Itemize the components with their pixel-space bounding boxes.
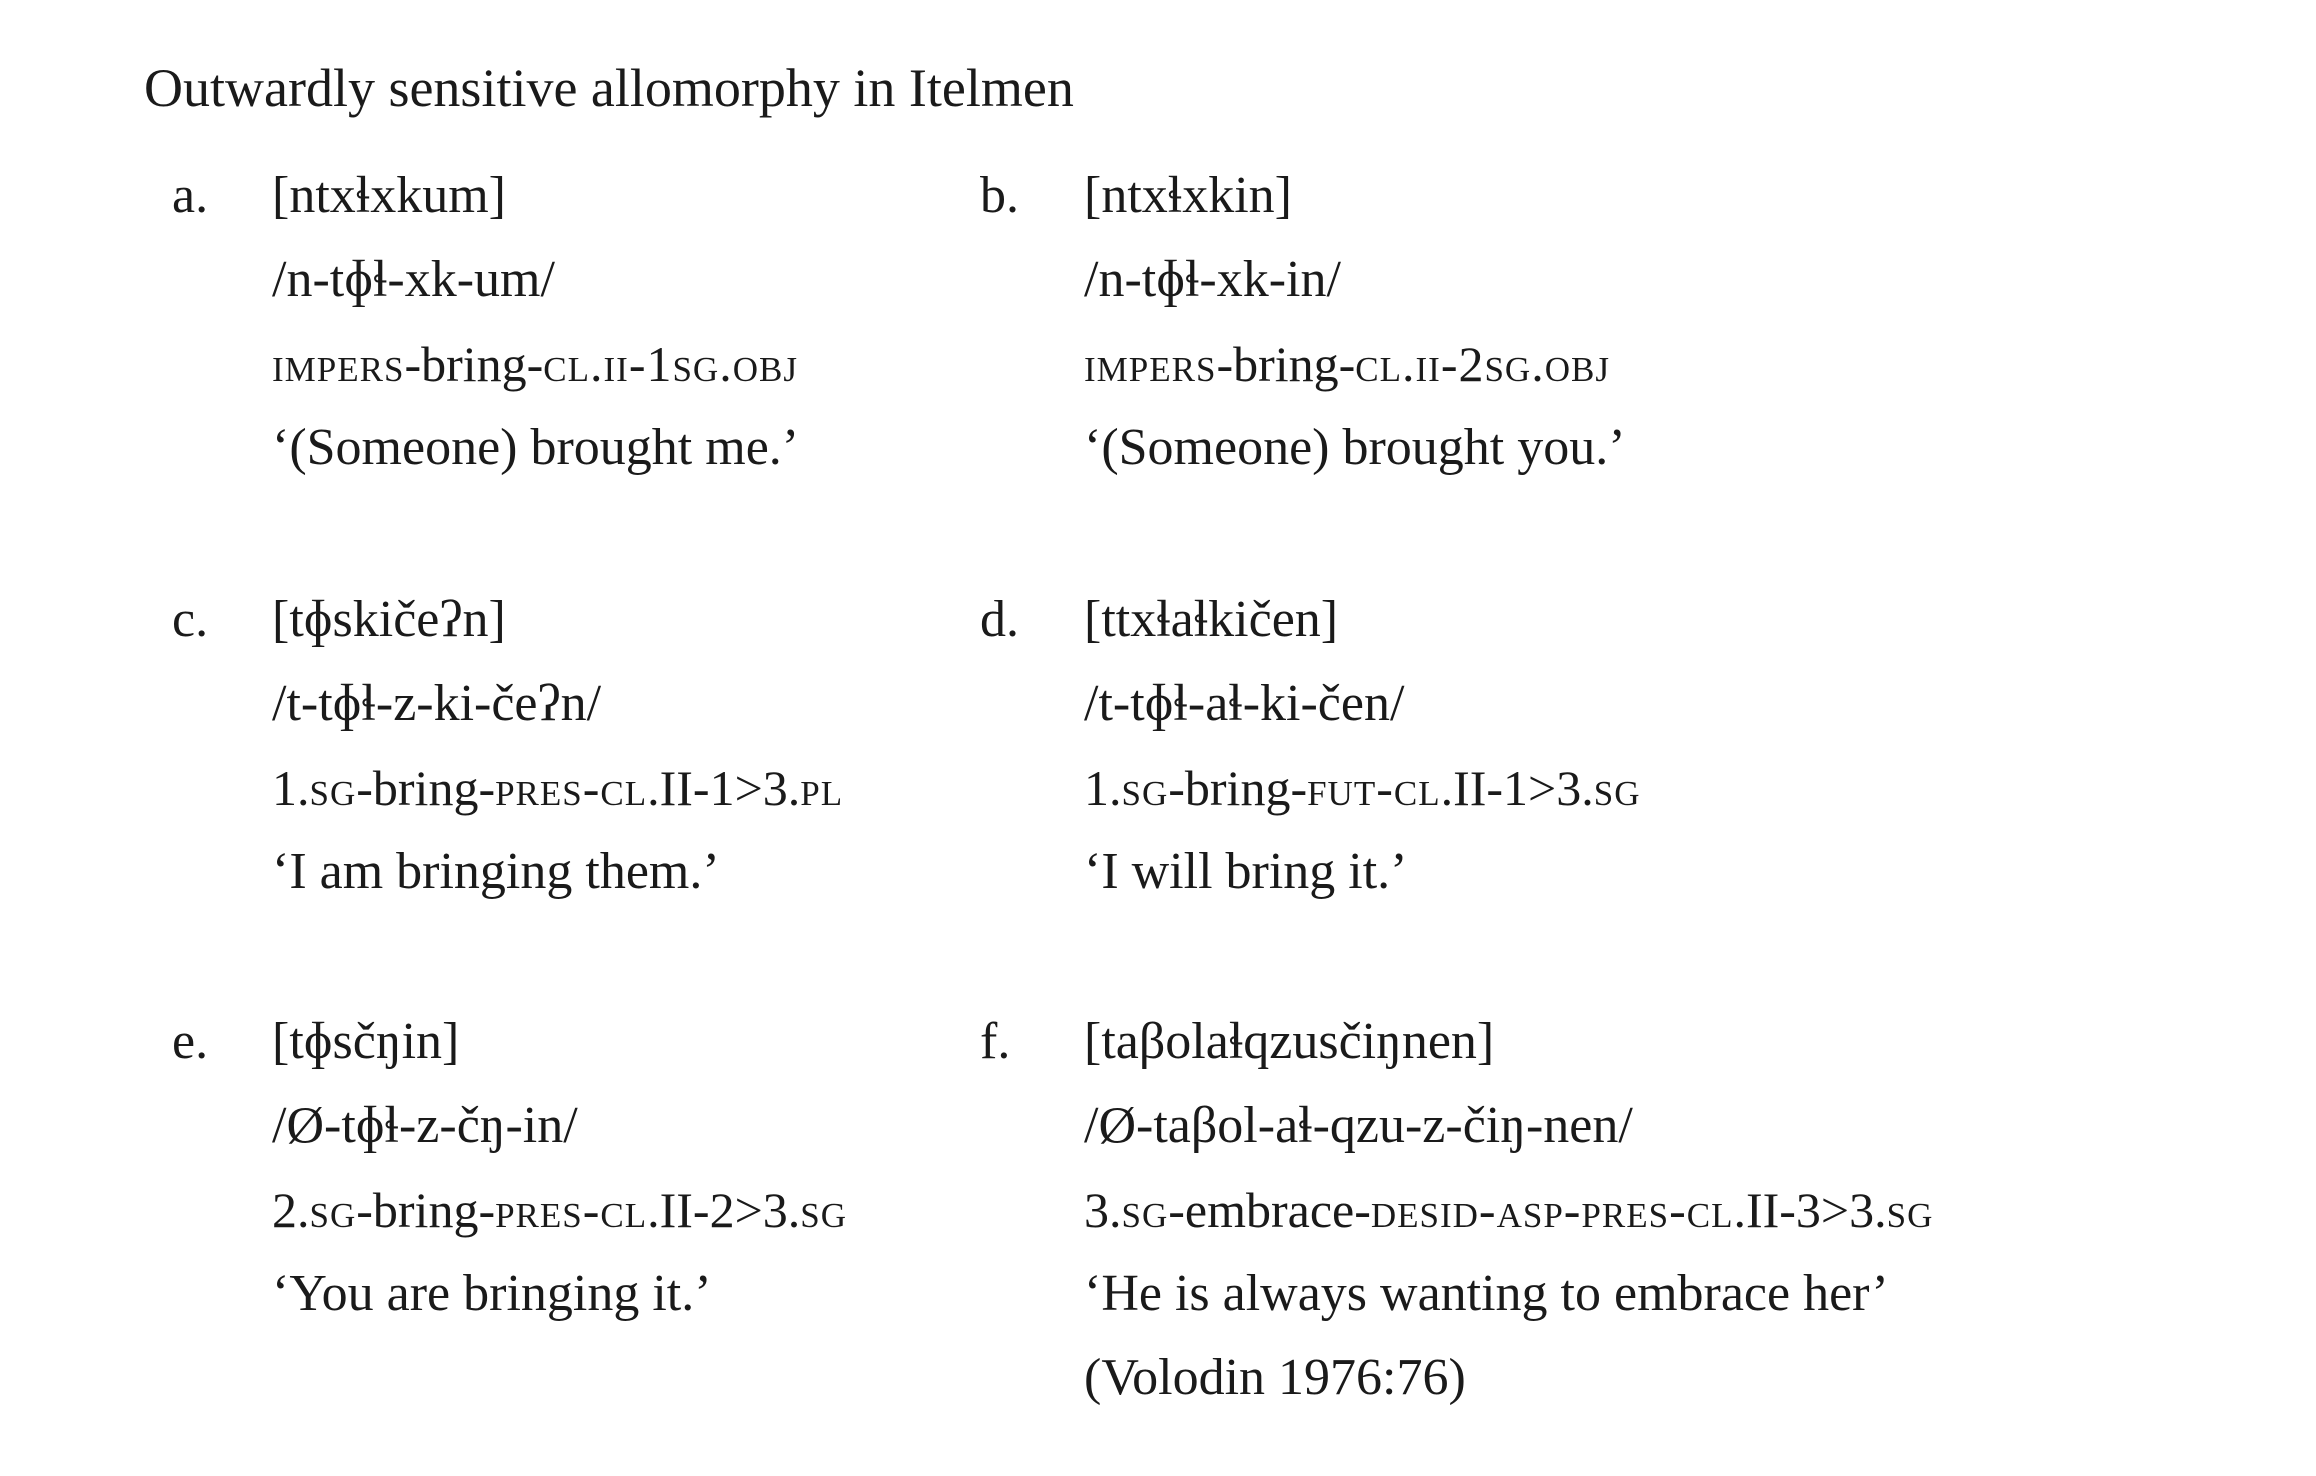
gloss-segment: -bring- <box>356 1182 496 1238</box>
translation: ‘I am bringing them.’ <box>272 843 720 900</box>
gloss-segment: 2. <box>272 1182 310 1238</box>
translation: ‘He is always wanting to embrace her’ <box>1084 1265 1889 1322</box>
gloss-segment: 3. <box>1084 1182 1122 1238</box>
surface-form: [ttxɬaɬkičen] <box>1084 591 1339 648</box>
translation: ‘You are bringing it.’ <box>272 1265 712 1322</box>
gloss-abbreviation: sg <box>1886 1182 1934 1238</box>
gloss-abbreviation: desid-asp-pres-cl <box>1370 1182 1734 1238</box>
gloss-abbreviation: sg <box>1121 760 1169 816</box>
gloss-segment: 1. <box>272 760 310 816</box>
underlying-form: /t-tɸɬ-aɬ-ki-čen/ <box>1084 675 1405 732</box>
gloss-abbreviation: impers <box>1084 336 1217 392</box>
gloss-segment: -bring- <box>1216 336 1356 392</box>
translation: ‘(Someone) brought you.’ <box>1084 419 1626 476</box>
example-label: a. <box>172 167 209 224</box>
gloss-segment: -embrace- <box>1168 1182 1371 1238</box>
gloss-segment: .II-1>3. <box>647 760 801 816</box>
surface-form: [ntxɬxkum] <box>272 167 506 224</box>
underlying-form: /t-tɸɬ-z-ki-čeʔn/ <box>272 675 602 732</box>
surface-form: [tɸsčŋin] <box>272 1013 460 1070</box>
gloss-abbreviation: fut-cl <box>1307 760 1441 816</box>
surface-form: [ntxɬxkin] <box>1084 167 1292 224</box>
gloss-abbreviation: pres-cl <box>495 1182 648 1238</box>
underlying-form: /Ø-taβol-aɬ-qzu-z-čiŋ-nen/ <box>1084 1097 1633 1154</box>
gloss-abbreviation: pres-cl <box>495 760 648 816</box>
underlying-form: /n-tɸɬ-xk-um/ <box>272 251 555 308</box>
translation: ‘I will bring it.’ <box>1084 843 1408 900</box>
gloss-segment: -bring- <box>356 760 496 816</box>
gloss-abbreviation: pl <box>800 760 844 816</box>
morpheme-gloss <box>1084 746 1641 830</box>
example-label: e. <box>172 1013 209 1070</box>
surface-form: [tɸskičeʔn] <box>272 591 506 648</box>
gloss-abbreviation: sg <box>800 1182 848 1238</box>
gloss-abbreviation: sg <box>1121 1182 1169 1238</box>
source-citation: (Volodin 1976:76) <box>1084 1349 1466 1406</box>
translation: ‘(Someone) brought me.’ <box>272 419 800 476</box>
gloss-segment: -bring- <box>1168 760 1308 816</box>
example-label: c. <box>172 591 209 648</box>
gloss-segment: .II-3>3. <box>1733 1182 1887 1238</box>
morpheme-gloss <box>272 746 843 830</box>
gloss-segment: .II-1>3. <box>1440 760 1594 816</box>
example-label: f. <box>980 1013 1011 1070</box>
gloss-abbreviation: cl.ii-2sg.obj <box>1355 336 1610 392</box>
morpheme-gloss <box>1084 322 1626 406</box>
page-heading: Outwardly sensitive allomorphy in Itelmen <box>144 58 1074 118</box>
gloss-abbreviation: sg <box>1593 760 1641 816</box>
gloss-segment: -bring- <box>404 336 544 392</box>
morpheme-gloss <box>272 322 799 406</box>
surface-form: [taβolaɬqzusčiŋnen] <box>1084 1013 1495 1070</box>
example-label: d. <box>980 591 1019 648</box>
gloss-abbreviation: cl.ii-1sg.obj <box>543 336 798 392</box>
gloss-abbreviation: sg <box>309 760 357 816</box>
underlying-form: /Ø-tɸɬ-z-čŋ-in/ <box>272 1097 578 1154</box>
gloss-abbreviation: impers <box>272 336 405 392</box>
gloss-segment: .II-2>3. <box>647 1182 801 1238</box>
gloss-segment: 1. <box>1084 760 1122 816</box>
gloss-abbreviation: sg <box>309 1182 357 1238</box>
underlying-form: /n-tɸɬ-xk-in/ <box>1084 251 1341 308</box>
morpheme-gloss <box>272 1168 847 1252</box>
example-label: b. <box>980 167 1019 224</box>
morpheme-gloss <box>1084 1168 1933 1252</box>
